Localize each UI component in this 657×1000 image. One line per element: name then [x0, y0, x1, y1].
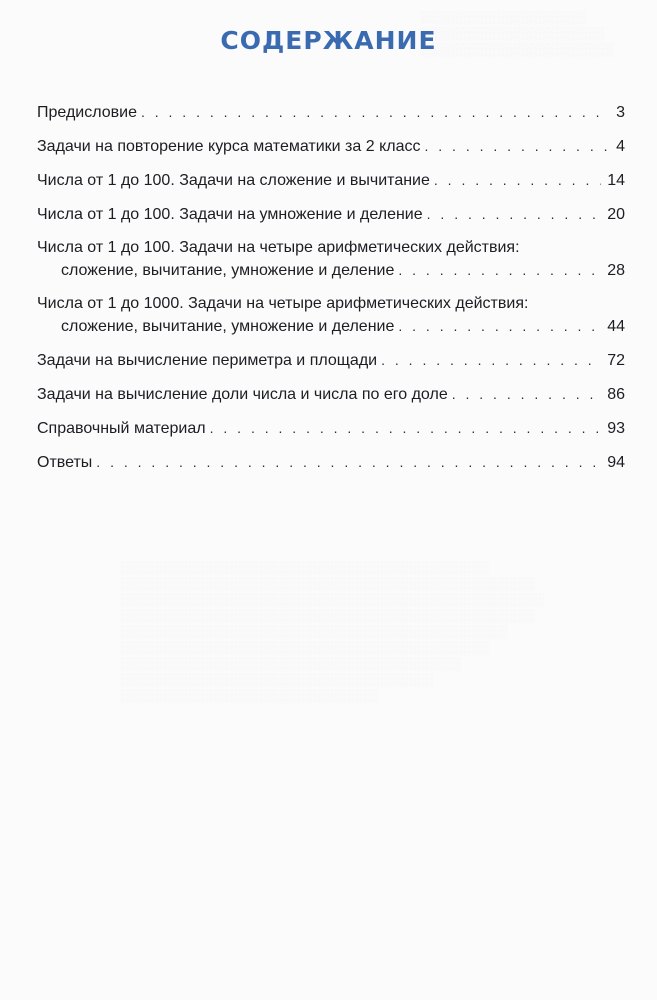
- table-of-contents: [37, 101, 625, 485]
- toc-entry[interactable]: [37, 349, 625, 372]
- toc-leader-dots: [381, 349, 601, 371]
- toc-entry[interactable]: [37, 169, 625, 192]
- toc-leader-dots: [398, 315, 601, 337]
- toc-page-number: 86: [607, 386, 625, 403]
- toc-entry-title-line-2: сложение, вычитание, умножение и деление: [61, 262, 395, 279]
- toc-entry-title-line-2: сложение, вычитание, умножение и деление: [61, 318, 395, 335]
- toc-entry-title: Задачи на вычисление доли числа и числа по его доле: [37, 386, 448, 403]
- toc-page-number: 20: [607, 206, 625, 223]
- toc-page-number: 94: [607, 454, 625, 471]
- toc-page-number: 93: [607, 420, 625, 437]
- toc-leader-dots: [434, 169, 601, 191]
- toc-leader-dots: [398, 259, 601, 281]
- toc-entry[interactable]: [37, 101, 625, 124]
- toc-entry-title: Предисловие: [37, 104, 137, 121]
- toc-leader-dots: [141, 101, 610, 123]
- toc-leader-dots: [427, 203, 602, 225]
- toc-entry[interactable]: [37, 135, 625, 158]
- toc-leader-dots: [452, 383, 601, 405]
- toc-leader-dots: [210, 417, 602, 439]
- toc-page-number: 4: [616, 138, 625, 155]
- toc-page-number: 28: [607, 262, 625, 279]
- toc-entry-title: Задачи на повторение курса математики за 2 класс: [37, 138, 421, 155]
- toc-page-number: 44: [607, 318, 625, 335]
- toc-entry-title: Ответы: [37, 454, 93, 471]
- toc-entry[interactable]: [37, 237, 625, 282]
- toc-entry[interactable]: [37, 451, 625, 474]
- toc-entry-title: Числа от 1 до 100. Задачи на сложение и вычитание: [37, 172, 430, 189]
- toc-entry-title: Задачи на вычисление периметра и площади: [37, 352, 378, 369]
- toc-page-number: 14: [607, 172, 625, 189]
- toc-entry[interactable]: [37, 203, 625, 226]
- toc-page-number: 3: [616, 104, 625, 121]
- toc-entry-title: Числа от 1 до 100. Задачи на умножение и деление: [37, 206, 423, 223]
- toc-entry[interactable]: [37, 417, 625, 440]
- toc-entry-title-line-1: Числа от 1 до 100. Задачи на четыре арифметических действия:: [37, 239, 520, 256]
- page-title: СОДЕРЖАНИЕ: [220, 26, 437, 55]
- toc-entry[interactable]: [37, 383, 625, 406]
- toc-entry[interactable]: [37, 293, 625, 338]
- toc-entry-title: Справочный материал: [37, 420, 206, 437]
- toc-leader-dots: [96, 451, 601, 473]
- toc-leader-dots: [424, 135, 610, 157]
- bleed-through-texture: ░░░░░░░░░░░░░░░░░░░░░░░░░░░░░░░░░░░░░░░░ ░░░░░░░░░░░░░░░░░░░░░░░░░░░░░░░░░░░░░░░░░░░░░ ░░░░░░░░░░░░░░░░░░░░░░░░░░░░░░░░░░░░░░░░░░░░░░ ░░░░░░░░░░░░░░░░░░░░░░░░░░░░░░░░░░░░░░░░░░░░░ ░░░░░░░░░░░░░░░░░░░░░░░░░░░░░░░░░░░░░░░░░░ ░░░░░░░░░░░░░░░░░░░░░░░░░░░░░░░░░░░░░░░░ ░░░░░░░░░░░░░░░░░░░░░░░░░░░░░░░░░░░░░ ░░░░░░░░░░░░░░░░░░░░░░░░░░░░░░░░░░ ░░░░░░░░░░░░░░░░░░░░░░░░░░░░: [120, 560, 544, 703]
- toc-entry-title-line-1: Числа от 1 до 1000. Задачи на четыре арифметических действия:: [37, 295, 529, 312]
- bleed-through-texture: ░░░░░░░░░░░░░░░░░░ ░░░░░░░░░░░░░░░░░░░░ ░░░░░░░░░░░░░░░░░░░░░: [420, 10, 614, 57]
- toc-page-number: 72: [607, 352, 625, 369]
